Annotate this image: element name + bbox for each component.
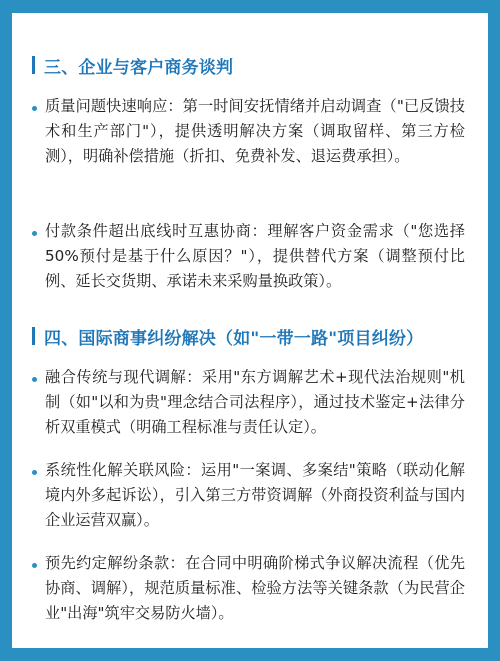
- list-item: 融合传统与现代调解：采用"东方调解艺术+现代法治规则"机制（如"以和为贵"理念结合司法程序），通过技术鉴定+法律分析双重模式（明确工程标准与责任认定）。: [45, 368, 465, 436]
- bullet-icon: [32, 231, 37, 236]
- bullet-icon: [32, 563, 37, 568]
- content-card: [12, 13, 488, 648]
- bullet-icon: [32, 470, 37, 475]
- section-heading-business-negotiation: [32, 54, 233, 76]
- bullet-icon: [32, 377, 37, 382]
- heading-accent-bar: [32, 327, 35, 345]
- section-title: 三、企业与客户商务谈判: [44, 57, 234, 78]
- list-item: 付款条件超出底线时互惠协商：理解客户资金需求（"您选择50%预付是基于什么原因？"），提供替代方案（调整预付比例、延长交货期、承诺未来采购量换政策）。: [45, 222, 465, 290]
- heading-accent-bar: [32, 56, 35, 74]
- section-heading-dispute-resolution: [32, 325, 423, 347]
- list-item: 预先约定解纷条款：在合同中明确阶梯式争议解决流程（优先协商、调解），规范质量标准、检验方法等关键条款（为民营企业"出海"筑牢交易防火墙）。: [45, 554, 465, 622]
- section-title: 四、国际商事纠纷解决（如"一带一路"项目纠纷）: [44, 328, 424, 349]
- list-item: 系统性化解关联风险：运用"一案调、多案结"策略（联动化解境内外多起诉讼），引入第三方带资调解（外商投资利益与国内企业运营双赢）。: [45, 461, 465, 529]
- bullet-icon: [32, 106, 37, 111]
- list-item: 质量问题快速响应：第一时间安抚情绪并启动调查（"已反馈技术和生产部门"），提供透明解决方案（调取留样、第三方检测），明确补偿措施（折扣、免费补发、退运费承担）。: [45, 97, 465, 165]
